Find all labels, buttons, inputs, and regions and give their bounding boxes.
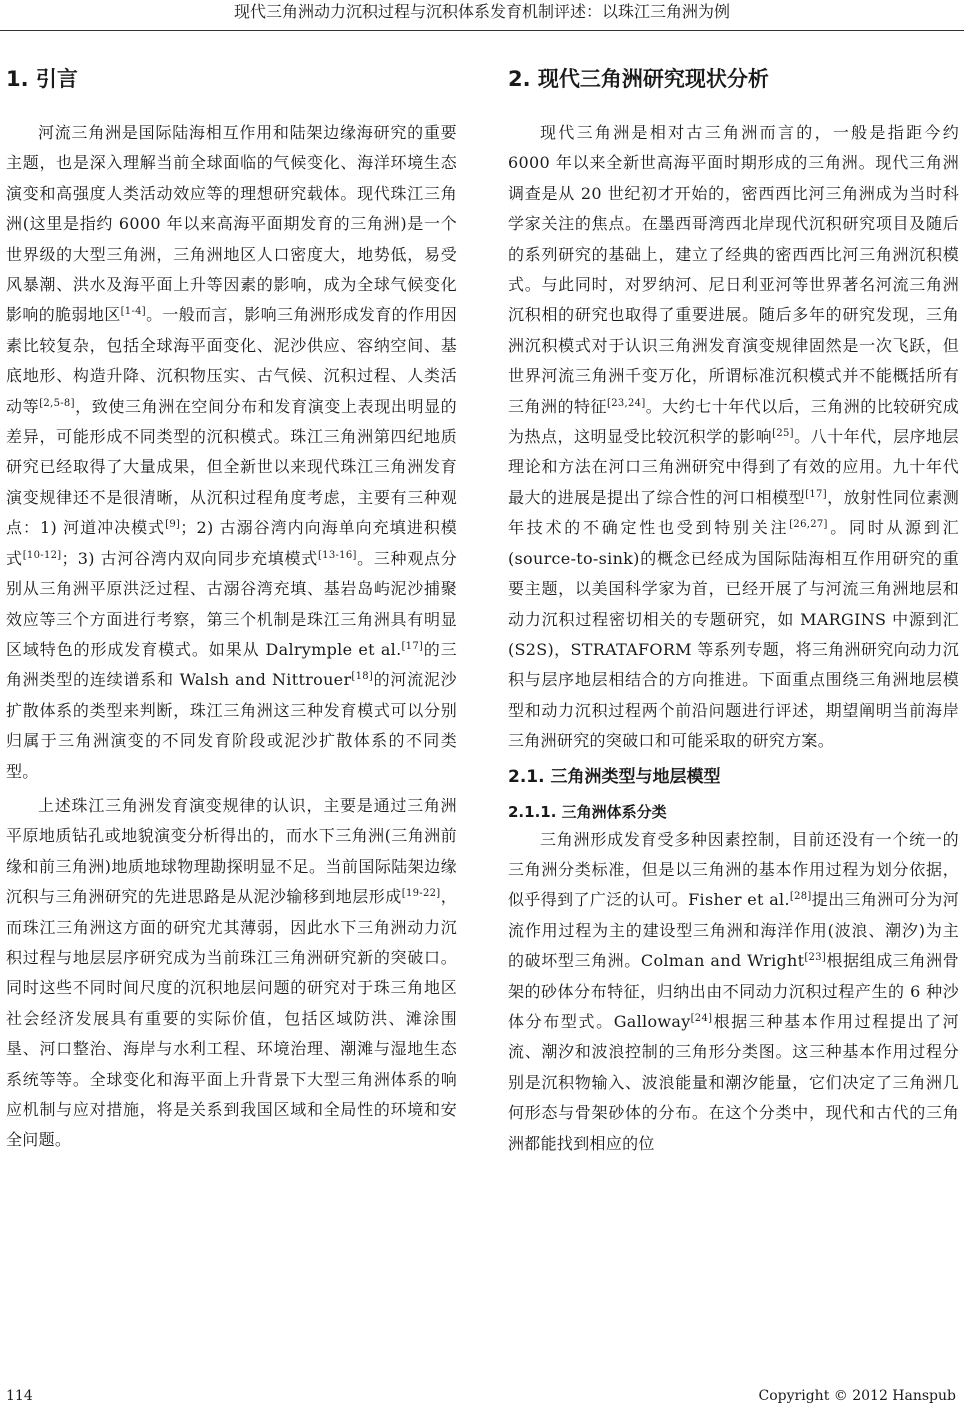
citation: [23] [804, 952, 827, 964]
intro-paragraph-1 [6, 118, 457, 787]
text-run: 上述珠江三角洲发育演变规律的认识，主要是通过三角洲平原地质钻孔或地貌演变分析得出的，而水下三角洲(三角洲前缘和前三角洲)地质地球物理勘探明显不足。当前国际陆架边缘沉积与三角洲研究的先进思路是从泥沙输移到地层形成 [6, 795, 457, 907]
text-run: 的河流泥沙扩散体系的类型来判断，珠江三角洲这三种发育模式可以分别归属于三角洲演变的不同发育阶段或泥沙扩散体系的不同类型。 [6, 670, 457, 781]
journal-running-title: 现代三角洲动力沉积过程与沉积体系发育机制评述：以珠江三角洲为例 [233, 2, 730, 21]
intro-paragraph-2 [6, 791, 457, 1156]
citation: [13-16] [317, 549, 357, 561]
text-run: ；2) 古溺谷湾内向海单向充填进积模式 [6, 518, 457, 568]
citation: [18] [351, 671, 374, 683]
text-run: 根据三种基本作用过程提出了河流、潮汐和波浪控制的三角形分类图。这三种基本作用过程分别是沉积物输入、波浪能量和潮汐能量，它们决定了三角洲几何形态与骨架砂体的分布。在这个分类中，现代和古代的三角洲都能找到相应的位 [508, 1011, 959, 1153]
section-1-heading: 1. 引言 [6, 67, 78, 91]
citation: [19-22] [401, 888, 441, 900]
left-column [6, 50, 457, 1160]
text-run: 河流三角洲是国际陆海相互作用和陆架边缘海研究的重要主题，也是深入理解当前全球面临的气候变化、海洋环境生态演变和高强度人类活动效应等的理想研究载体。现代珠江三角洲(这里是指约 6000 年以来高海平面期发育的三角洲)是一个世界级的大型三角洲，三角洲地区人口密度大，地势低，易受风暴潮、洪水及海平面上升等因素的影响，成为全球气候变化影响的脆弱地区 [6, 123, 457, 325]
citation: [24] [690, 1012, 713, 1024]
citation: [2,5-8] [39, 397, 75, 409]
citation: [25] [772, 428, 794, 440]
text-run: 提出三角洲可分为河流作用过程为主的建设型三角洲和海洋作用(波浪、潮汐)为主的破坏型三角洲。Colman and Wright [508, 890, 960, 971]
text-run: ，而珠江三角洲这方面的研究尤其薄弱，因此水下三角洲动力沉积过程与地层层序研究成为当前珠江三角洲研究新的突破口。同时这些不同时间尺度的沉积地层问题的研究对于珠三角地区社会经济发展具有重要的实际价值，包括区域防洪、滩涂围垦、河口整治、海岸与水利工程、环境治理、潮滩与湿地生态系统等等。全球变化和海平面上升背景下大型三角洲体系的响应机制与应对措施，将是关系到我国区域和全局性的环境和安全问题。 [6, 887, 457, 1150]
text-run: ，放射性同位素测年技术的不确定性也受到特别关注 [508, 487, 959, 538]
citation: [1-4] [120, 306, 146, 318]
text-run: 的三角洲类型的连续谱系和 Walsh and Nittrouer [6, 639, 458, 690]
copyright-notice: Copyright © 2012 Hanspub [758, 1388, 956, 1404]
page-footer [0, 1388, 964, 1410]
citation: [28] [789, 891, 812, 903]
right-column [508, 50, 959, 1163]
text-run: 三角洲形成发育受多种因素控制，目前还没有一个统一的三角洲分类标准，但是以三角洲的基本作用过程为划分依据，似乎得到了广泛的认可。Fisher et al. [508, 829, 959, 910]
section-2-heading: 2. 现代三角洲研究现状分析 [508, 67, 769, 91]
text-run: 。一般而言，影响三角洲形成发育的作用因素比较复杂，包括全球海平面变化、泥沙供应、容纳空间、基底地形、构造升降、沉积物压实、古气候、沉积过程、人类活动等 [6, 305, 458, 416]
citation: [9] [165, 519, 181, 531]
text-run: 根据组成三角洲骨架的砂体分布特征，归纳出由不同动力沉积过程产生的 6 种沙体分布型式。Galloway [508, 951, 959, 1031]
text-run: 。三种观点分别从三角洲平原洪泛过程、古溺谷湾充填、基岩岛屿泥沙捕聚效应等三个方面进行考察，第三个机制是珠江三角洲具有明显区域特色的形成发育模式。如果从 Dalrymple et al. [6, 548, 458, 659]
citation: [23,24] [607, 397, 646, 409]
text-run: 。同时从源到汇(source-to-sink)的概念已经成为国际陆海相互作用研究的重要主题，以美国科学家为首，已经开展了与河流三角洲地层和动力沉积过程密切相关的专题研究，如 MARGINS 中源到汇(S2S)，STRATAFORM 等系列专题，将三角洲研究向动力沉积与层序地层相结合的方向推进。下面重点围绕三角洲地层模型和动力沉积过程两个前沿问题进行评述，期望阐明当前海岸三角洲研究的突破口和可能采取的研究方案。 [508, 518, 959, 751]
text-run: 。八十年代，层序地层理论和方法在河口三角洲研究中得到了有效的应用。九十年代最大的进展是提出了综合性的河口相模型 [508, 427, 959, 507]
citation: [10-12] [22, 549, 62, 561]
text-run: ；3) 古河谷湾内双向同步充填模式 [61, 548, 318, 568]
section-2-paragraph [508, 118, 959, 757]
section-2-1-1-heading: 2.1.1. 三角洲体系分类 [508, 802, 667, 821]
citation: [17] [805, 488, 827, 500]
section-2-1-heading: 2.1. 三角洲类型与地层模型 [508, 766, 721, 787]
page-number: 114 [6, 1388, 33, 1404]
citation: [26,27] [789, 519, 828, 531]
text-run: 。大约七十年代以后，三角洲的比较研究成为热点，这明显受比较沉积学的影响 [508, 396, 959, 447]
text-run: 现代三角洲是相对古三角洲而言的，一般是指距今约 6000 年以来全新世高海平面时期形成的三角洲。现代三角洲调查是从 20 世纪初才开始的，密西西比河三角洲成为当时科学家关注的焦点。在墨西哥湾西北岸现代沉积研究项目及随后的系列研究的基础上，建立了经典的密西西比河三角洲沉积模式。与此同时，对罗纳河、尼日利亚河等世界著名河流三角洲沉积相的研究也取得了重要进展。随后多年的研究发现，三角洲沉积模式对于认识三角洲发育演变规律固然是一次飞跃，但世界河流三角洲千变万化，所谓标准沉积模式并不能概括所有三角洲的特征 [508, 123, 959, 416]
section-2-1-1-paragraph [508, 825, 959, 1159]
citation: [17] [401, 640, 424, 652]
running-header [0, 0, 964, 31]
text-run: ，致使三角洲在空间分布和发育演变上表现出明显的差异，可能形成不同类型的沉积模式。珠江三角洲第四纪地质研究已经取得了大量成果，但全新世以来现代珠江三角洲发育演变规律还不是很清晰，从沉积过程角度考虑，主要有三种观点：1) 河道冲决模式 [6, 396, 457, 538]
